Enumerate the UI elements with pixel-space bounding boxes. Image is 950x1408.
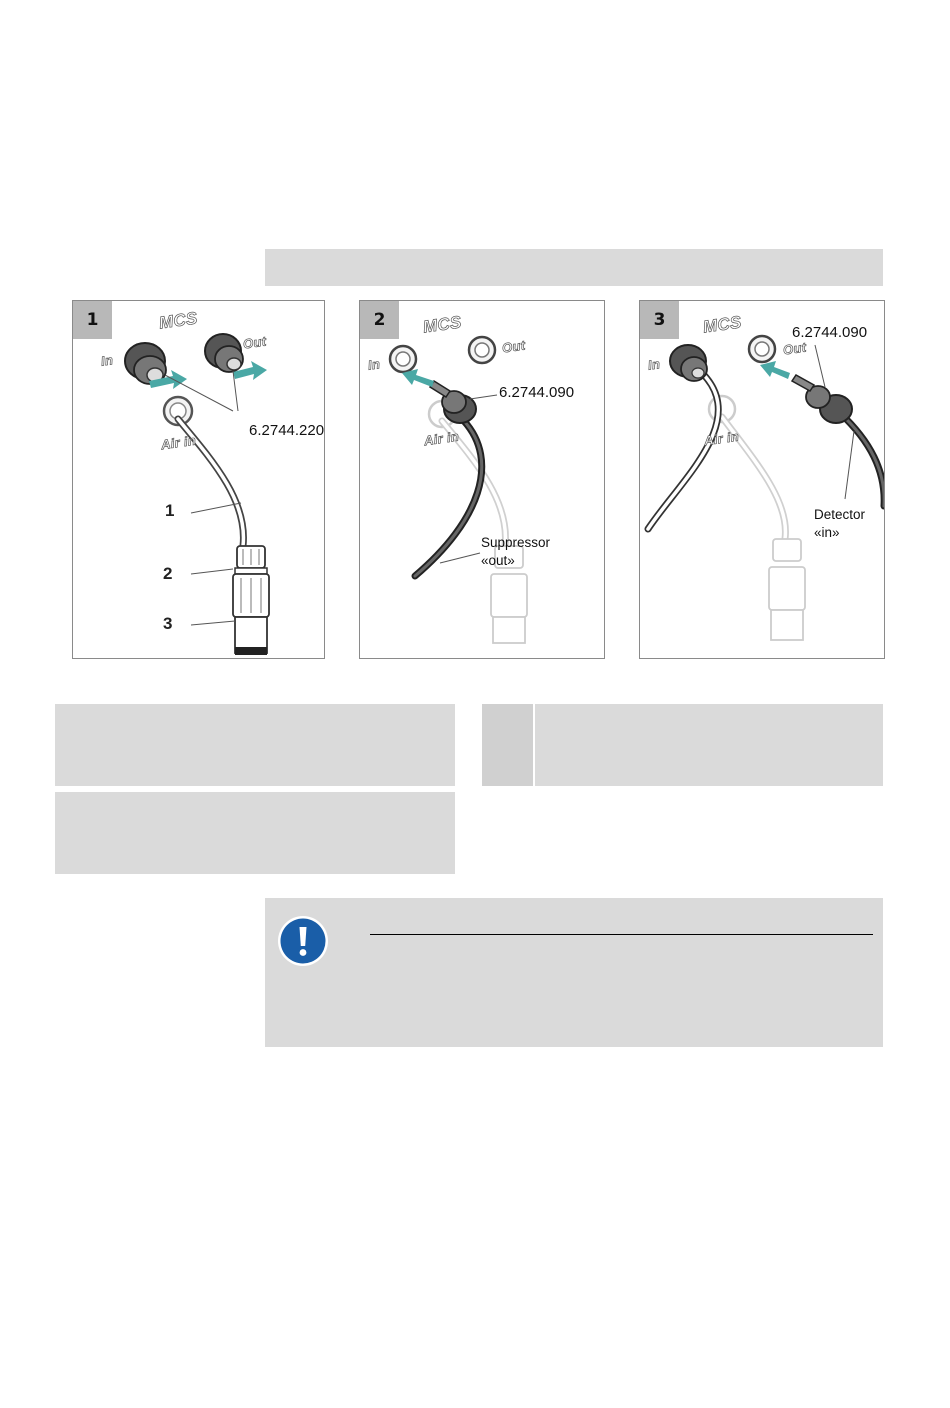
arrow-icon <box>760 361 790 379</box>
note-box <box>265 898 883 1047</box>
header-band <box>265 249 883 286</box>
step-number: 2 <box>360 301 399 339</box>
callout-2: 2 <box>163 564 173 583</box>
panel-2-drawing <box>360 301 604 658</box>
step-number: 3 <box>640 301 679 339</box>
note-heading-rule <box>370 934 873 935</box>
legend-cell-2 <box>55 792 455 874</box>
port-out-label: Out <box>242 333 268 352</box>
device-label: MCS <box>157 308 199 333</box>
part-number-label: 6.2744.090 <box>792 324 868 341</box>
device-label: MCS <box>421 312 463 337</box>
exclamation-icon <box>277 915 329 967</box>
port-air-in-label: Air in <box>160 432 197 453</box>
callout-3: 3 <box>163 614 173 633</box>
port-out-label: Out <box>782 339 808 358</box>
figure-panel-2 <box>359 300 605 659</box>
port-air-in-label: Air in <box>423 428 460 449</box>
legend-cell-3-number <box>482 704 533 786</box>
capillary-label-line-2: «out» <box>481 553 515 568</box>
panel-3-drawing <box>640 301 884 658</box>
capillary-label-line-1: Detector <box>814 507 866 522</box>
step-number: 1 <box>73 301 112 339</box>
device-label: MCS <box>701 312 743 337</box>
figure-panel-1 <box>72 300 325 659</box>
port-in-label: In <box>367 356 382 373</box>
legend-cell-3 <box>535 704 883 786</box>
legend-cell-1 <box>55 704 455 786</box>
callout-1: 1 <box>165 501 175 520</box>
port-in-label: In <box>647 356 662 373</box>
port-air-in-label: Air in <box>703 428 740 449</box>
capillary-label-line-1: Suppressor <box>481 535 551 550</box>
port-out-label: Out <box>501 337 527 356</box>
part-number-label: 6.2744.090 <box>499 384 575 401</box>
part-number-label: 6.2744.220 <box>249 422 325 439</box>
figure-panel-3 <box>639 300 885 659</box>
capillary-label-line-2: «in» <box>814 525 840 540</box>
port-in-label: In <box>100 352 115 369</box>
